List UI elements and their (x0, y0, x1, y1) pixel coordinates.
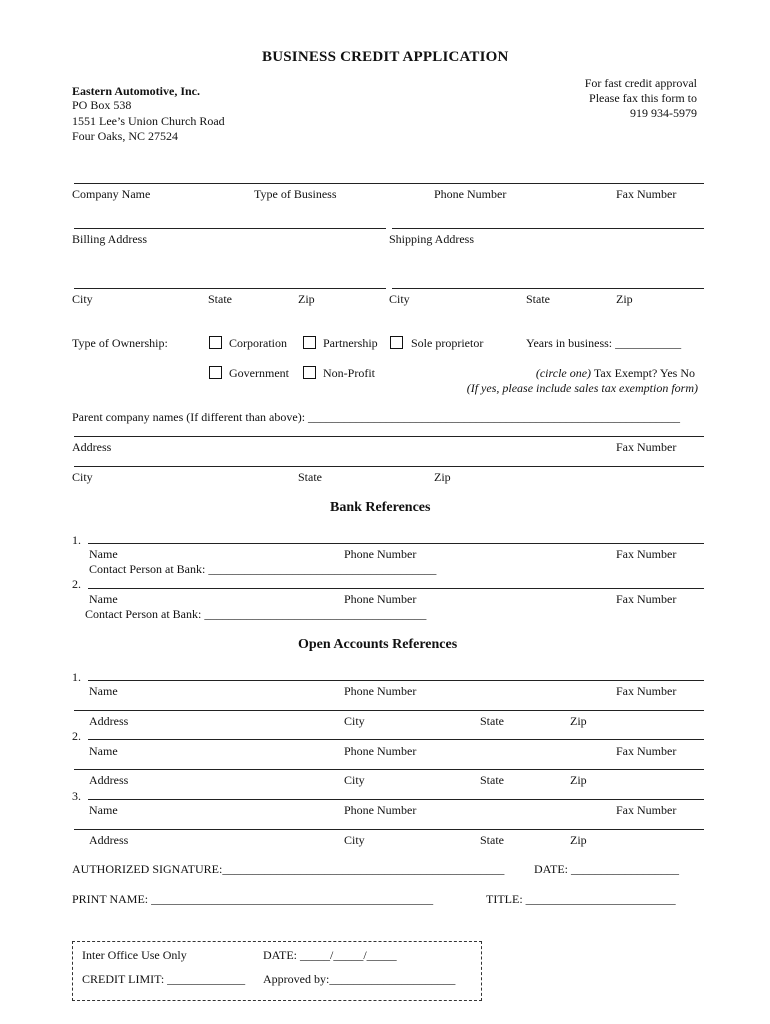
years-in-business-field[interactable]: Years in business: ___________ (526, 336, 682, 350)
label-open-ref-2-phone: Phone Number (344, 744, 417, 758)
label-type-of-ownership: Type of Ownership: (72, 336, 168, 350)
label-government: Government (229, 366, 289, 380)
label-non-profit: Non-Profit (323, 366, 375, 380)
label-open-ref-1-state: State (480, 714, 504, 728)
label-parent-state: State (298, 470, 322, 484)
label-bank-ref-2-fax: Fax Number (616, 592, 677, 606)
label-open-ref-2-fax: Fax Number (616, 744, 677, 758)
label-open-ref-3-city: City (344, 833, 365, 847)
label-open-ref-2-city: City (344, 773, 365, 787)
open-ref-1-address-line[interactable] (74, 710, 704, 711)
label-bank-ref-1-name: Name (89, 547, 118, 561)
label-shipping-zip: Zip (616, 292, 633, 306)
circle-one-note: (circle one) (535, 366, 592, 380)
open-accounts-heading: Open Accounts References (298, 637, 458, 652)
company-address-line3: Four Oaks, NC 27524 (72, 129, 179, 143)
office-date-field[interactable]: DATE: _____/_____/_____ (263, 948, 397, 962)
signature-date-field[interactable]: DATE: __________________ (534, 862, 679, 876)
label-open-ref-3-phone: Phone Number (344, 803, 417, 817)
fax-note-line1: For fast credit approval (584, 76, 697, 90)
label-billing-state: State (208, 292, 232, 306)
label-billing-city: City (72, 292, 93, 306)
label-open-ref-2-state: State (480, 773, 504, 787)
bank-ref-1-number: 1. (72, 533, 81, 547)
label-open-ref-2-address: Address (89, 773, 129, 787)
label-open-ref-2-name: Name (89, 744, 118, 758)
bank-references-heading: Bank References (330, 500, 431, 515)
open-ref-1-line[interactable] (88, 680, 704, 681)
open-ref-3-address-line[interactable] (74, 829, 704, 830)
form-title: BUSINESS CREDIT APPLICATION (262, 49, 509, 65)
open-ref-2-address-line[interactable] (74, 769, 704, 770)
label-fax-number: Fax Number (616, 187, 677, 201)
label-bank-ref-1-phone: Phone Number (344, 547, 417, 561)
sole-proprietor-checkbox[interactable] (390, 336, 403, 349)
billing-city-line[interactable] (74, 288, 386, 289)
label-open-ref-1-phone: Phone Number (344, 684, 417, 698)
company-info-line[interactable] (74, 183, 704, 184)
approved-by-field[interactable]: Approved by:_____________________ (263, 972, 456, 986)
label-billing-zip: Zip (298, 292, 315, 306)
label-sole-proprietor: Sole proprietor (411, 336, 484, 350)
tax-exempt-options: Tax Exempt? Yes No (591, 366, 695, 380)
fax-note-line2: Please fax this form to (589, 91, 697, 105)
bank-ref-2-number: 2. (72, 577, 81, 591)
title-field[interactable]: TITLE: _________________________ (486, 892, 676, 906)
authorized-signature-field[interactable]: AUTHORIZED SIGNATURE:_______________________________________________ (72, 862, 505, 876)
label-phone-number: Phone Number (434, 187, 507, 201)
parent-address-line[interactable] (74, 436, 704, 437)
label-open-ref-1-name: Name (89, 684, 118, 698)
label-parent-zip: Zip (434, 470, 451, 484)
label-shipping-address: Shipping Address (389, 232, 475, 246)
label-open-ref-2-zip: Zip (570, 773, 587, 787)
label-open-ref-3-state: State (480, 833, 504, 847)
label-open-ref-1-address: Address (89, 714, 129, 728)
label-open-ref-3-name: Name (89, 803, 118, 817)
open-ref-2-number: 2. (72, 729, 81, 743)
office-use-label: Inter Office Use Only (82, 948, 187, 962)
label-bank-ref-1-fax: Fax Number (616, 547, 677, 561)
label-parent-city: City (72, 470, 93, 484)
bank-ref-1-contact-field[interactable]: Contact Person at Bank: ______________________________________ (89, 562, 437, 576)
open-ref-1-number: 1. (72, 670, 81, 684)
label-open-ref-1-city: City (344, 714, 365, 728)
parent-city-line[interactable] (74, 466, 704, 467)
government-checkbox[interactable] (209, 366, 222, 379)
label-open-ref-1-fax: Fax Number (616, 684, 677, 698)
print-name-field[interactable]: PRINT NAME: _______________________________________________ (72, 892, 434, 906)
label-bank-ref-2-phone: Phone Number (344, 592, 417, 606)
company-address-line1: PO Box 538 (72, 98, 132, 112)
company-address-line2: 1551 Lee’s Union Church Road (72, 114, 225, 128)
open-ref-3-line[interactable] (88, 799, 704, 800)
label-billing-address: Billing Address (72, 232, 148, 246)
label-partnership: Partnership (323, 336, 378, 350)
label-parent-address: Address (72, 440, 112, 454)
shipping-city-line[interactable] (392, 288, 704, 289)
label-open-ref-3-address: Address (89, 833, 129, 847)
label-shipping-city: City (389, 292, 410, 306)
tax-exempt-question[interactable] (536, 367, 695, 379)
partnership-checkbox[interactable] (303, 336, 316, 349)
parent-company-field[interactable]: Parent company names (If different than above): ______________________________________________________________ (72, 410, 681, 424)
tax-exemption-note: (If yes, please include sales tax exemption form) (466, 381, 698, 395)
label-bank-ref-2-name: Name (89, 592, 118, 606)
bank-ref-2-contact-field[interactable]: Contact Person at Bank: _____________________________________ (85, 607, 427, 621)
shipping-address-line[interactable] (392, 228, 704, 229)
bank-ref-1-line[interactable] (88, 543, 704, 544)
label-open-ref-3-zip: Zip (570, 833, 587, 847)
label-open-ref-1-zip: Zip (570, 714, 587, 728)
open-ref-3-number: 3. (72, 789, 81, 803)
bank-ref-2-line[interactable] (88, 588, 704, 589)
label-type-of-business: Type of Business (254, 187, 337, 201)
credit-limit-field[interactable]: CREDIT LIMIT: _____________ (82, 972, 246, 986)
non-profit-checkbox[interactable] (303, 366, 316, 379)
open-ref-2-line[interactable] (88, 739, 704, 740)
label-parent-fax: Fax Number (616, 440, 677, 454)
label-open-ref-3-fax: Fax Number (616, 803, 677, 817)
billing-address-line[interactable] (74, 228, 386, 229)
company-name: Eastern Automotive, Inc. (72, 84, 200, 98)
corporation-checkbox[interactable] (209, 336, 222, 349)
fax-note-line3: 919 934-5979 (630, 106, 697, 120)
label-company-name: Company Name (72, 187, 151, 201)
label-corporation: Corporation (229, 336, 287, 350)
label-shipping-state: State (526, 292, 550, 306)
